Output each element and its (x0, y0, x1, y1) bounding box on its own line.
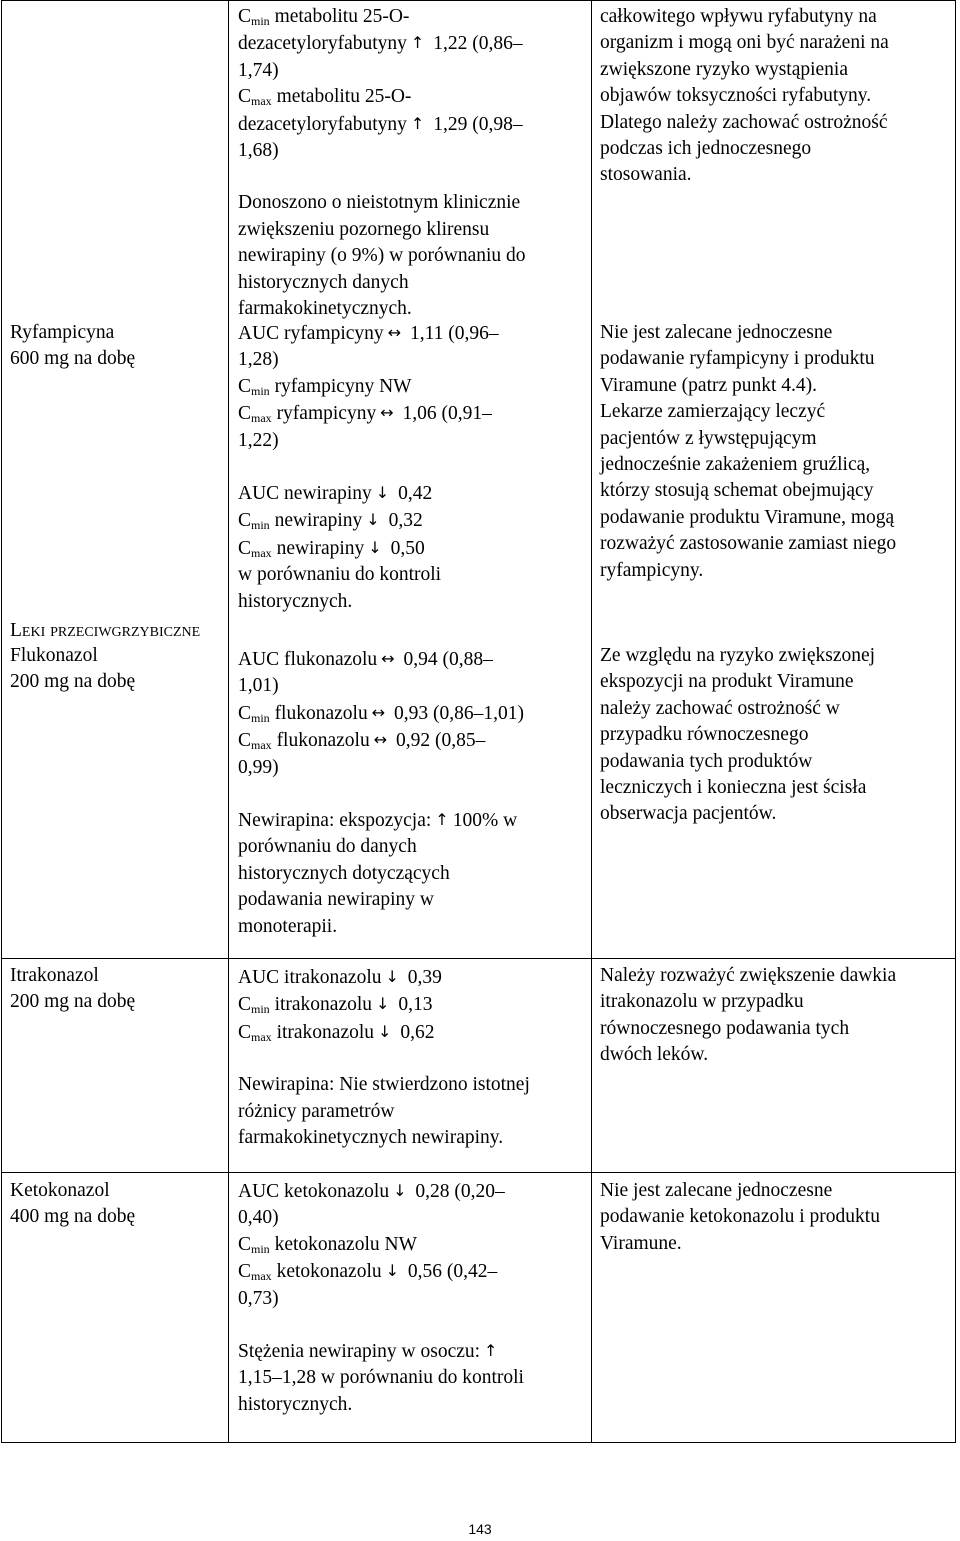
left-right-arrow-icon: ↔ (381, 649, 395, 668)
rifampicin-drug-cell: Ryfampicyna 600 mg na dobę (10, 322, 136, 370)
down-arrow-icon: ↓ (393, 1181, 407, 1200)
itraconazole-recommendation-cell: Należy rozważyć zwiększenie dawkia itrakonazolu w przypadku równoczesnego podawania tych dwóch leków. (600, 965, 897, 1066)
ketoconazole-drug-cell: Ketokonazol 400 mg na dobę (10, 1180, 136, 1228)
ketoconazole-recommendation-cell: Nie jest zalecane jednoczesne podawanie ketokonazolu i produktu Viramune. (600, 1180, 880, 1254)
ketoconazole-effect-cell: AUC ketokonazolu ↓ 0,28 (0,20– 0,40) $C_{min}$ ketokonazolu NW $C_{max}$ ketokonazolu ↓ 0,56 (0,42– 0,73) Stężenia newirapiny w osoczu: ↑ 1,15–1,28 w porównaniu do kontroli historycznych. (238, 1178, 583, 1418)
itraconazole-drug-cell: Itrakonazol 200 mg na dobę (10, 965, 136, 1013)
row-divider-fluconazole (2, 958, 955, 959)
left-right-arrow-icon: ↔ (387, 323, 402, 342)
column-divider-1 (228, 1, 229, 1442)
rifabutin-recommendation-cell: całkowitego wpływu ryfabutyny na organizm i mogą oni być narażeni na zwiększone ryzyko wystąpienia objawów toksyczności ryfabutyny. Dlatego należy zachować ostrożność podczas ich jednoczesnego stosowania. (600, 6, 889, 186)
column-divider-2 (591, 1, 592, 1442)
itraconazole-effect-cell: AUC itrakonazolu ↓ 0,39 $C_{min}$ itrakonazolu ↓ 0,13 $C_{max}$ itrakonazolu ↓ 0,62 Newirapina: Nie stwierdzono istotnej różnicy parametrów farmakokinetycznych newirapiny. (238, 964, 583, 1151)
down-arrow-icon: ↓ (366, 510, 380, 530)
left-right-arrow-icon: ↔ (371, 702, 386, 722)
fluconazole-effect-cell: AUC flukonazolu ↔ 0,94 (0,88– 1,01) $C_{min}$ flukonazolu ↔ 0,93 (0,86–1,01) $C_{max}$ flukonazolu ↔ 0,92 (0,85– 0,99) Newirapina: ekspozycja: ↑ 100% w porównaniu do danych historycznych dotyczących podawania newirapiny w monoterapii. (238, 646, 583, 940)
left-right-arrow-icon: ↔ (373, 730, 388, 750)
up-arrow-icon: ↑ (484, 1341, 498, 1361)
left-right-arrow-icon: ↔ (380, 403, 394, 423)
down-arrow-icon: ↓ (378, 1021, 392, 1041)
page-number: 143 (468, 1521, 492, 1537)
fluconazole-recommendation-cell: Ze względu na ryzyko zwiększonej ekspozycji na produkt Viramune należy zachować ostrożność w przypadku równoczesnego podawania tych produktów leczniczych i konieczna jest ścisła obserwacja pacjentów. (600, 645, 876, 825)
down-arrow-icon: ↓ (368, 537, 382, 557)
down-arrow-icon: ↓ (375, 483, 390, 503)
up-arrow-icon: ↑ (410, 113, 425, 133)
row-divider-itraconazole (2, 1172, 955, 1173)
down-arrow-icon: ↓ (385, 967, 399, 986)
up-arrow-icon: ↑ (435, 810, 449, 830)
down-arrow-icon: ↓ (385, 1261, 400, 1281)
rifabutin-effect-cell: $C_{min}$ metabolitu 25-O- dezacetyloryfabutyny ↑ 1,22 (0,86– 1,74) $C_{max}$ metabolitu 25-O- dezacetyloryfabutyny ↑ 1,29 (0,98– 1,68) Donoszono o nieistotnym klinicznie zwiększeniu pozornego klirensu newirapiny (o 9%) w porównaniu do historycznych danych farmakokinetycznych. (238, 6, 526, 320)
down-arrow-icon: ↓ (376, 994, 390, 1014)
section-heading-antifungals: Leki przeciwgrzybiczne (10, 620, 201, 641)
up-arrow-icon: ↑ (410, 33, 425, 53)
fluconazole-drug-cell: Flukonazol 200 mg na dobę (10, 645, 136, 693)
rifampicin-recommendation-cell: Nie jest zalecane jednoczesne podawanie ryfampicyny i produktu Viramune (patrz punkt 4.4). Lekarze zamierzający leczyć pacjentów z ływstępującym jednocześnie zakażeniem gruźlicą, którzy stosują schemat obejmujący podawanie produktu Viramune, mogą rozważyć zastosowanie zamiast niego ryfampicyny. (600, 322, 897, 581)
rifampicin-effect-cell: AUC ryfampicyny ↔ 1,11 (0,96– 1,28) $C_{min}$ ryfampicyny NW $C_{max}$ ryfampicyny ↔ 1,06 (0,91– 1,22) AUC newirapiny ↓ 0,42 $C_{min}$ newirapiny ↓ 0,32 $C_{max}$ newirapiny ↓ 0,50 w porównaniu do kontroli historycznych. (238, 320, 583, 615)
